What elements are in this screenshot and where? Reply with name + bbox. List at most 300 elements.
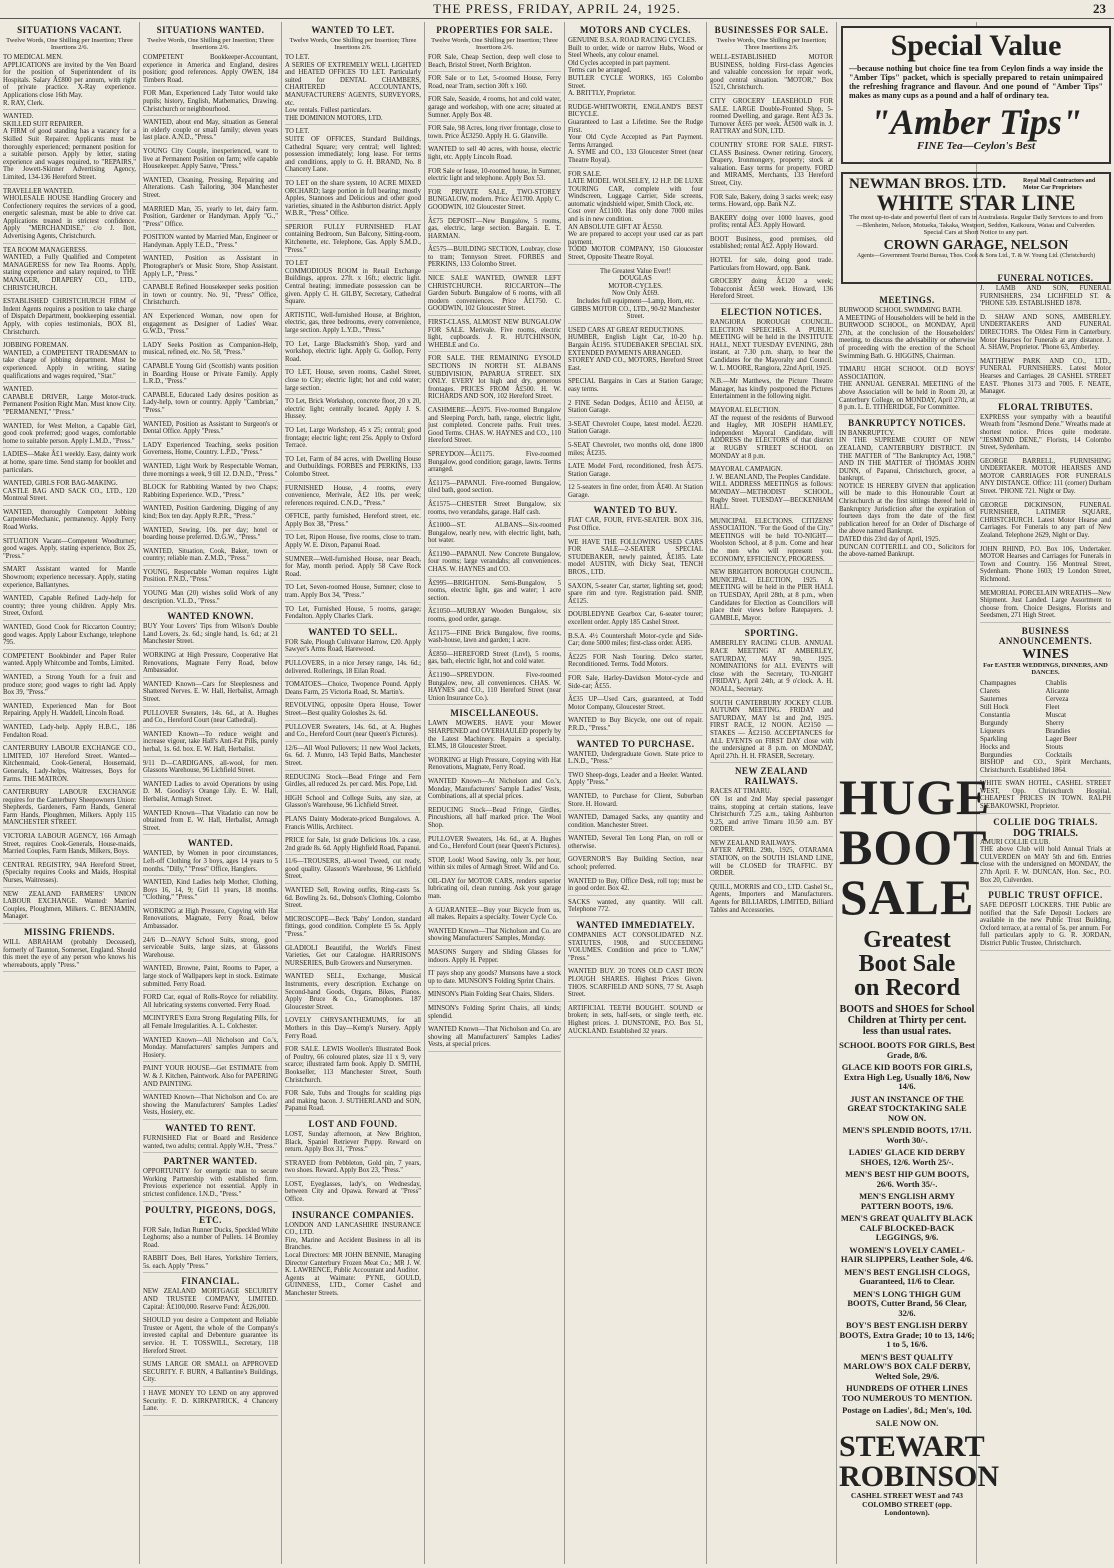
classified-ad: RABBIT Does, Bell Hares, Yorkshire Terriers, 5s. each. Apply "Press." [143,1255,278,1273]
classified-ad: YOUNG Man (20) wishes solid Work of any description. V.L.D., "Press." [143,590,278,608]
classified-ad: FIAT CAR, FOUR, FIVE-SEATER. BOX 316, Post Office. [568,517,703,535]
classified-ad: TO LET, House, seven rooms, Cashel Street, close to City; electric light; hot and cold water; large section. [285,369,421,395]
classified-ad: RACES AT TIMARU. ON 1st and 2nd May special passenger trains, stopping at certain stations, leave Christchurch 7.25 a.m., taking Ashburton 9.25, and arrive Timaru 10.50 a.m. BY ORDER. [710,788,833,837]
service-description: The most up-to-date and powerful fleet of cars in Australasia. Regular Daily Services to and from—Blenheim, Nelson, Motueka, Takaka, Westport, Seddon, Kaikoura, Waiau and Culverden. Special Cars at Short Notice to any part. [849,214,1103,236]
classified-ad: FOR Sale, Plough Cultivator Harrow, £20. Apply Sawyer's Arms Road, Harewood. [285,639,421,657]
section-heading: PUBLIC TRUST OFFICE. [988,890,1103,901]
wine-item: Burgundies [980,750,1013,759]
classified-ad: N.B.—Mr Matthews, the Picture Theatre Manager, has kindly postponed the Pictures Entertainment in the following night. [710,378,833,404]
classified-ad: LAWN MOWERS. HAVE your Mower SHARPENED and OVERHAULED properly by the Latest Machinery. Repairs a specialty. ELMS, 18 Gloucester Street. [428,720,561,753]
classified-ad: NICE SALE WANTED, OWNER LEFT CHRISTCHURCH. RICCARTON—The Garden Suburb. Bungalow of 6 rooms, with all modern conveniences. Price Â£1750. C. GOODWIN, 102 Gloucester Street. [428,275,561,316]
section-heading: PROPERTIES FOR SALE. [436,25,553,35]
classified-ad: RUDGE-WHITWORTH, ENGLAND'S BEST BICYCLE. Guaranteed to Last a Lifetime. See the Rudge First. Your Old Cycle Accepted as Part Payment. Terms Arranged. A. SYME and CO., 133 Gloucester Street (near Theatre Royal). [568,104,703,168]
sale-item-list [839,1041,975,1428]
classified-ad: WANTED, thoroughly Competent Jobbing Carpenter-Mechanic, permanency. Apply Ferry Road Works. [3,509,136,535]
classified-ad: PULLOVERS, in a nice Jersey range, 14s. 6d.; delivered. Rollerings, 18 Eilan Road. [285,660,421,678]
classified-ad: WANTED, Position as Assistant in Photographer's or Music Store, Shop Assistant. Apply L.P., "Press." [143,255,278,281]
section-heading: PARTNER WANTED. [163,1156,258,1167]
classified-ad: WHITE SWAN HOTEL, CASHEL STREET WEST, Opp. Christchurch Hospital. CHEAPEST PRICES IN TOWN. RALPH SIEBAKOWSKI, Proprietor. [980,780,1111,813]
classified-ad: REDUCING Stock—Bead Fringe, Girdles, Pincushions, all half marked price. The Wool Shop. [428,807,561,833]
classified-ad: BAKERY doing over 1000 loaves, good profits; rental Â£3. Apply Howard. [710,215,833,233]
classified-ad: COMPETENT Bookbinder and Paper Ruler wanted. Apply Whitcombe and Tombs, Limited. [3,653,136,671]
classified-ad: TO Let, Large Blacksmith's Shop, yard and workshop, electric light. Apply G. Gollop, Ferry Road. [285,341,421,367]
classified-ad: WANTED, Lady-help. Apply H.B.C., 186 Fendalton Road. [3,724,136,742]
sale-item: MEN'S LONG THIGH GUM BOOTS, Cutter Brand, 56 Clear, 32/6. [847,1288,967,1318]
classified-ad: MCINTYRE'S Extra Strong Regulating Pills, for all Female Irregularities. A. L. Colchester. [143,1015,278,1033]
store-name-2: ROBINSON [839,1460,1000,1493]
classified-ad: WILL ABRAHAM (probably Deceased), formerly of Taunton, Somerset, England. Should this meet the eye of any person who knows his whereabouts, apply "Press." [3,939,136,972]
classified-ad: 2 FINE Sedan Dodges, Â£110 and Â£150, at Station Garage. [568,400,703,418]
classified-ad: WANTED, Position Gardening, Digging of any kind; Box ten day. Apply R.P.R., "Press." [143,505,278,523]
wine-item: Sauternes [980,694,1008,703]
classified-ad: WANTED, for West Melton, a Capable Girl, good cook preferred; good wages, comfortable home to suitable person. Apply L.M.D., "Press." [3,423,136,449]
classified-ad: LADIES—Make Â£1 weekly. Easy, dainty work at home, spare time. Send stamp for booklet and particulars. [3,451,136,477]
classified-ad: WANTED Known—That Nicholson and Co. are showing all Manufacturers' Samples Ladies' Vests, at special prices. [428,1026,561,1052]
classified-ad: WANTED, Light Work by Respectable Woman, three mornings a week, 9 till 12. D.N.D., "Press." [143,463,278,481]
wine-item: Brandies [1045,726,1071,735]
classified-ad: CAPABLE, Educated Lady desires position as Lady-help, town or country. Apply "Cambrian," "Press." [143,392,278,418]
wine-item: Cocktails [1045,750,1072,759]
classified-ad: FOR Sale, Bakery, doing 3 sacks week; easy terms. Howard, opp. Bank N.Z. [710,194,833,212]
classified-ad: FOR SALE. LEWIS Woollen's Illustrated Book of Poultry, 66 coloured plates, size 11 x 9, very scarce; illustrated farm book. Apply D. SMITH, Bookseller, 113 Manchester Street, South Christchurch. [285,1046,421,1087]
classified-ad: Â£1175—FINE Brick Bungalow, five rooms, wash-house, lawn and garden; 1 acre. [428,630,561,648]
classified-ad: FOR Sale, Indian Runner Ducks, Speckled White Leghorns; also a number of Pullets. 14 Bromley Road. [143,1227,278,1253]
classified-ad: TO LET. A SERIES OF EXTREMELY WELL LIGHTED and HEATED OFFICES TO LET. Particularly suited for DENTAL CHAMBERS, CHARTERED ACCOUNTANTS, MANUFACTURERS' AGENTS, SURVEYORS, etc. Low rentals. Fullest particulars. THE DOMINION MOTORS, LTD. [285,54,421,125]
classified-ad: SUMS LARGE OR SMALL on APPROVED SECURITY. F. BURN, 4 Ballantine's Buildings, City. [143,1361,278,1387]
headline-on-record: on Record [854,975,960,1001]
classified-ad: WANTED Known—All Nicholson and Co.'s, Monday. Manufacturers' samples Jumpers and Hosiery. [143,1037,278,1063]
page-number: 23 [1093,1,1106,16]
wines-list-left [980,679,1046,759]
classified-ad: WANTED. SKILLED SUIT REPAIRER. A FIRM of good standing has a vacancy for a Skilled Suit Repairer. Applicants must be thoroughly experienced; permanent position for a suitable person. Apply by letter, stating experience and wages required, to "REPAIRS," The Jowett-Skinner Advertising Agency, Limited, 134-136 Hereford Street. [3,113,136,184]
classified-ad: 12 5-seaters in fine order, from Â£40. At Station Garage. [568,484,703,502]
classified-ad: ARTIFICIAL TEETH BOUGHT. SOUND or broken; in sets, half-sets, or single teeth, etc. Highest prices. J. DUNSTONE, P.O. Box 51, AUCKLAND. Established 32 years. [568,1005,703,1038]
section-heading: WANTED TO LET. [311,25,395,35]
classified-ad: SUMNER—Well-furnished House, near Beach, for May, month period. Apply 58 Cave Rock Road. [285,556,421,582]
classified-ad: REDUCING Stock—Bead Fringe and Fern Girdles, all reduced 2s. per card. Mrs. Pope, Ltd. [285,774,421,792]
company-name: NEWMAN BROS. LTD. [849,176,1006,192]
classified-ad: YOUNG, Respectable Woman requires Light Position. P.N.D., "Press." [143,569,278,587]
section-heading: WANTED. [187,838,234,849]
rates-note: Twelve Words, One Shilling per Insertion; Three Insertions 2/6. [289,37,417,51]
headline-sale: SALE [839,869,975,925]
classified-ad: B.S.A. 4½ Countershaft Motor-cycle and Side-Car; done 5000 miles; first-class order. Â£85. [568,633,703,651]
section-heading: POULTRY, PIGEONS, DOGS, ETC. [145,1204,276,1225]
classified-ad: MUNICIPAL ELECTIONS. CITIZENS' ASSOCIATION. "For the Good of the City." MEETINGS will be held TO-NIGHT—Woolston School, at 8 p.m. Come and hear the men who will represent you. ECONOMY, EFFICIENCY, PROGRESS. [710,518,833,567]
classified-ad: WANTED, Kind Ladies help Mother, Clothing, Boys 16, 14, 9; Girl 11 years, 18 months. "Clothing," "Press." [143,879,278,905]
classified-ad: PULLOVER Sweaters, 14s. 6d., at A. Hughes and Co., Hereford Court (near Cathedral). [143,710,278,728]
classified-ad: EXPRESS your sympathy with a beautiful Wreath from "Jesmond Dene." Wreaths made at shortest notice. Prices quite moderate. "JESMOND DENE," Florists, 14 Colombo Street, Sydenham. [980,414,1111,455]
headline-huge: HUGE [839,769,991,825]
classified-ad: A GUARANTEE—Buy your Bicycle from us, all makes. Repairs a specialty. Tower Cycle Co. [428,907,561,925]
classified-ad: TO LET. SUITE OF OFFICES, Standard Buildings, Cathedral Square; very central; well lighted; possession immediately; long lease. For terms and conditions, apply to G. H. BRAND, No. 8 Chancery Lane. [285,128,421,177]
classified-ad: WANTED to Buy Bicycle, one out of repair. P.R.D., "Press." [568,717,703,735]
classified-ad: WANTED, Experienced Man for Boot Repairing. Apply H. Waddell, Lincoln Road. [3,703,136,721]
masthead: THE PRESS, FRIDAY, APRIL 24, 1925. [433,1,681,16]
section-heading: WANTED TO PURCHASE. [576,738,695,749]
classified-ad: AMBERLEY RACING CLUB. ANNUAL RACE MEETING AT AMBERLEY, SATURDAY, MAY 9th, 1925. NOMINATIONS for ALL EVENTS will close with the Secretary, TO-NIGHT (FRIDAY), April 24th, at 9 o'clock. A. H. NOALL, Secretary. [710,640,833,696]
section-heading: FUNERAL NOTICES. [997,273,1094,283]
section-heading: SITUATIONS WANTED. [156,25,265,35]
garage-name: CROWN GARAGE, NELSON [883,237,1069,253]
section-heading: BANKRUPTCY NOTICES. [848,417,966,428]
classified-ad: SOUTH CANTERBURY JOCKEY CLUB. AUTUMN MEETING. FRIDAY and SATURDAY, MAY 1st and 2nd, 1925. FIRST RACE, 12 NOON. Â£2150 — STAKES — Â£2150. ACCEPTANCES for ALL EVENTS on FIRST DAY close with the undersigned at 8 p.m. on MONDAY, April 27th. H. H. FRASER, Secretary. [710,700,833,764]
section-heading: WANTED TO SELL. [308,626,398,637]
classified-ad: COUNTRY STORE FOR SALE. FIRST-CLASS Business. Owner retiring. Grocery, Drapery, Ironmongery, property; stock at valuation. Easy terms for property. FORD and MIRAMS, Merchants, 133 Hereford Street, City. [710,142,833,191]
classified-ad: WANTED, Good Cook for Riccarton Country; good wages. Apply Labour Exchange, telephone 795. [3,624,136,650]
classified-ad: WANTED SELL, Exchange, Musical Instruments, every description. Exchange on Second-hand Goods, Organs, Bikes, Pianos. Apply Bruce & Co., Gramophones. 187 Gloucester Street. [285,973,421,1014]
classified-ad: CITY GROCERY LEASEHOLD FOR SALE. LARGE Double-Fronted Shop, 5-roomed Dwelling, and garage. Rent Â£3 3s. Turnover Â£65 per week. Â£500 walk in. J. RATTRAY and SON, LTD. [710,98,833,139]
classified-ad: WELL-ESTABLISHED MOTOR BUSINESS, holding First-class Agencies and valuable concession for repair work, good central situation. "MOTOR," Box 1521, Christchurch. [710,54,833,95]
line-name: WHITE STAR LINE [876,190,1076,215]
classified-ad: LOVELY CHRYSANTHEMUMS, for all Mothers in this Day—Kemp's Nursery. Apply Ferry Road. [285,1017,421,1043]
classified-ad: WANTED, Cleaning, Pressing, Repairing and Alterations. Cash Tailoring, 304 Manchester Street. [143,177,278,203]
classified-ad: WANTED, Capable Refined Lady-help for country; three young children. Apply Mrs. Street, Oxford. [3,595,136,621]
classified-ad: WANTED Sell, Rowing outfits, Ring-casts 5s. 6d. Bowling 2s. 6d., Dobson's Clothing, Colombo Street. [285,887,421,913]
classified-ad: TO Let, Large Workshop, 45 x 25; central; good frontage; electric light; rent 25s. Apply to Oxford Terrace. [285,427,421,453]
classified-ad: D. SHAW AND SONS, AMBERLEY. UNDERTAKERS AND FUNERAL DIRECTORS. The Oldest Firm in Canterbury. Motor Hearses for Funerals at any distance. J. A. SHAW, Proprietor. 'Phone 63, Amberley. [980,314,1111,355]
classified-ad: SPREYDON—Â£1175. Five-roomed Bungalow, good condition; garage, lawns. Terms arranged. [428,451,561,477]
section-heading: ELECTION NOTICES. [720,307,823,318]
sale-item: SALE NOW ON. [875,1417,939,1428]
section-heading: INSURANCE COMPANIES. [291,1209,415,1220]
column-motors-and-cycles [565,22,707,1564]
classified-ad: PAINT YOUR HOUSE—Get ESTIMATE from W. & J. Kitchen, Paintwork. Also for PAPERING AND PAINTING. [143,1065,278,1091]
sale-item: MEN'S SPLENDID BOOTS, 17/11. Worth 30/-. [842,1125,972,1145]
wine-item: Clarets [980,686,1000,695]
classified-ad: MICROSCOPE—Beck 'Baby' London, standard fittings, good condition. Complete £5 5s. Apply "Press." [285,916,421,942]
classified-ad: SHOULD you desire a Competent and Reliable Trustee or Agent, the whole of the Company's invested capital and Debenture guarantee its service. H. T. TOSSWILL, Secretary, 118 Hereford Street. [143,1317,278,1358]
agents-line: Agents—Government Tourist Bureau, Thos. Cook & Sons Ltd., T. & W. Young Ltd. (Christchurch) [856,252,1096,259]
classified-ad: Â£225 FOR Nash Touring. Delco starter, Reconditioned. Terms. Todd Motors. [568,654,703,672]
section-heading: WANTED TO RENT. [165,1122,256,1133]
classified-ad: J. LAMB AND SON, FUNERAL FURNISHERS, 234 LICHFIELD ST. & 'PHONE 539. ESTABLISHED 1878. [980,285,1111,311]
classified-ad: PRICE for Sale, 1st grade Delicious 10s. a case, 2nd grade 8s. 6d. Apply Highfield Road, Papanui. [285,837,421,855]
classified-ad: 12/6—All Wool Pullovers; 11 new Wool Jackets, 6s. 6d. J. Munro, 143 Tepid Baths, Manchester Street. [285,745,421,771]
section-heading: MOTORS AND CYCLES. [579,25,692,35]
classified-ad: WANTED, GIRLS FOR BAG-MAKING. CASTLE BAG AND SACK CO., LTD., 120 Montreal Street. [3,480,136,506]
rates-note: Twelve Words, One Shilling per Insertion; Three Insertions 2/6. [716,37,827,51]
classified-ad: GOVERNOR'S Bay Building Section, near school; preferred. [568,856,703,874]
wine-item: Hocks and [980,742,1010,751]
classified-ad: Â£995—BRIGHTON. Semi-Bungalow, 5 rooms, electric light, gas and water; 1 acre section. [428,580,561,606]
classified-ad: WORKING at High Pressure, Cooperative Hat Renovations, Magnate Ferry Road, below Ambassador. [143,652,278,678]
classified-ad: 3-SEAT Chevrolet Coupe, latest model. Â£220. Station Garage. [568,421,703,439]
classified-ad: TO Let, Seven-roomed House, Sumner; close to tram. Apply Box 34, "Press." [285,584,421,602]
classified-ad: AN Experienced Woman, now open for engagement as Designer of Ladies' Wear. G.W.D., "Press." [143,313,278,339]
classified-ad: IN BANKRUPTCY. IN THE SUPREME COURT OF NEW ZEALAND, CANTERBURY DISTRICT. IN THE MATTER of "The Bankruptcy Act, 1908," AND IN THE MATTER of THOMAS JOHN DUNN, of Papanui, Christchurch, grocer, a bankrupt. NOTICE IS HEREBY GIVEN that application will be made to this Honourable Court at Christchurch at the first sittings thereof held in Bankruptcy Jurisdiction after the expiration of fourteen days from the date of the first publication hereof for an Order of Discharge of the above named Bankrupt. DATED this 23rd day of April, 1925. DUNCAN COTTERILL and CO., Solicitors for the above-named Bankrupt. [839,430,975,562]
column-situations-vacant [0,22,140,1564]
sale-item: JUST AN INSTANCE OF THE GREAT STOCKTAKING SALE NOW ON. [847,1093,967,1123]
classified-ad: YOUNG City Couple, inexperienced, want to live at Permanent Position on farm; wife capable Housekeeper. Apply Sauve, "Press." [143,148,278,174]
classified-ad: TRAVELLER WANTED. WHOLESALE HOUSE Handling Grocery and Confectionery requires the services of a good, energetic salesman, must be able to drive car. Applications treated in strictest confidence. Apply "MERCHANDISE," c/o J. Ilott, Advertising Agents, Christchurch. [3,188,136,244]
section-heading: BUSINESSES FOR SALE. [714,25,829,35]
classified-ad: WANTED, Damaged Sacks, any quantity and condition. Manchester Street. [568,814,703,832]
classified-ad: ESTABLISHED CHRISTCHURCH FIRM of Indent Agents requires a position to take charge of Dispatch Department, bookkeeping essential. Apply, with copies testimonials, BOX 81, Christchurch. [3,298,136,339]
classified-ad: CANTERBURY LABOUR EXCHANGE CO., LIMITED, 107 Hereford Street. Wanted—Kitchenmaid, Cook-General, Housemaid, Generals, Lady-helps, Waitresses, Boys for Farms. THE MATRON. [3,745,136,786]
classified-ad: FOR Sale, 98 Acres, long river frontage, close to town. Price Â£3250. Apply H. G. Glanville. [428,125,561,143]
classified-ad: Â£1190—PAPANUI. New Concrete Bungalow, four rooms; large verandahs; all conveniences. CHAS. W. HAYNES and CO. [428,551,561,577]
wines-list [980,679,1111,759]
classified-ad: LATE Model Ford, reconditioned, fresh Â£75. Station Garage. [568,463,703,481]
classified-ad: WANTED Known—That Vitadatio can now be obtained from E. W. Hall, Herbalist, Armagh Street. [143,810,278,836]
ad-body: —because nothing but choice fine tea from Ceylon finds a way inside the "Amber Tips" packet, which is specially prepared to retain unimpaired the refreshing fragrance and flavour. And one pound of "Amber Tips" makes as many cups as a pound and a half of ordinary tea. [849,64,1103,100]
classified-ad: WANTED, by Women in poor circumstances, Left-off Clothing for 3 boys, ages 14 years to 5 months. "Dilly," "Press" Office, Hanglers. [143,850,278,876]
rates-note: Twelve Words, One Shilling per Insertion; Three Insertions 2/6. [431,37,558,51]
classified-ad: CANTERBURY LABOUR EXCHANGE requires for the Canterbury Sheepowners Union: Shepherds, Gardeners, Farm Hands, General Farm Hands, Ploughmen, Milkers. Apply 115 MANCHESTER STREET. [3,789,136,830]
classified-ad: WANTED Ladies to avoid Operations by using D. M. Goodisy's Orange Lily. E. W. Hall, Herbalist, Armagh Street. [143,781,278,807]
classified-ad: FORD Car, equal of Rolls-Royce for reliability. All lubricating systems converted. Ferry Road. [143,994,278,1012]
headline-boot: BOOT [839,819,988,875]
classified-ad: NEW ZEALAND MORTGAGE SECURITY AND TRUSTEE COMPANY, LIMITED. Capital: Â£100,000. Reserve Fund: Â£26,000. [143,1288,278,1314]
classified-ad: OPPORTUNITY for energetic man to secure Working Partnership with established firm. Previous experience not essential. Apply in strictest confidence. I.N.D., "Press." [143,1168,278,1201]
classified-ad: 5-SEAT Chevrolet, two months old, done 1800 miles; Â£235. [568,442,703,460]
wine-item: Sparkling [980,734,1008,743]
classified-ad: MINSON's Plain Folding Seat Chairs, Sliders. [428,991,561,1002]
section-heading: LOST AND FOUND. [308,1118,398,1129]
classified-ad: FURNISHED Flat or Board and Residence wanted, two adults; central. Apply W.H., "Press." [143,1135,278,1153]
classified-ad: WANTED Known—That Nicholson and Co. are showing Manufacturers' Samples, Monday. [428,928,561,946]
classified-ad: CAPABLE Refined Housekeeper seeks position in town or country. No. 91, "Press" Office, Christchurch. [143,284,278,310]
classified-ad: WANTED, Sewing, 10s. per day; hotel or boarding house preferred. D.G.W., "Press." [143,527,278,545]
wine-item: Muscat [1045,710,1067,719]
classified-ad: Â£1000—ST. ALBANS—Six-roomed Bungalow, nearly new, with electric light, bath, hot water. [428,522,561,548]
classified-ad: Â£35 UP—Used Cars, guaranteed, at Todd Motor Company, Gloucester Street. [568,696,703,714]
wine-item: Stouts [1045,742,1064,751]
classified-ad: Â£75 DEPOSIT—New Bungalow, 5 rooms, gas, electric, large section. Bargain. E. T. HARMAN. [428,218,561,244]
classified-ad: Â£1175—PAPANUI. Five-roomed Bungalow, tiled bath, good section. [428,480,561,498]
classified-ad: RANGIORA BOROUGH COUNCIL. ELECTION SPEECHES. A PUBLIC MEETING will be held in the INSTITUTE HALL, NEXT TUESDAY EVENING, 28th instant, at 7.30 p.m. sharp, to hear the Candidates for the Mayoralty and Council. W. L. MOORE, Rangiora, 22nd April, 1925. [710,319,833,375]
sale-item: HUNDREDS OF OTHER LINES TOO NUMEROUS TO MENTION. [841,1383,973,1403]
classified-ad: GEORGE DICKINSON, FUNERAL FURNISHER, LATIMER SQUARE, CHRISTCHURCH. Latest Motor Hearse and Carriages. For Funerals to any part of New Zealand. Telephone 2629, Night or Day. [980,502,1111,543]
classified-ad: JOBBING FOREMAN. WANTED, a COMPETENT TRADESMAN to take charge of jobbing department. Must be experienced. Apply in writing, stating qualifications and wages required, "Star." [3,342,136,383]
wines-list-right [1046,679,1112,759]
classified-ad: REVOLVING, opposite Opera House, Tower Street—Best quality Goloshes 2s. 6d. [285,702,421,720]
sale-item: LADIES' GLACE KID DERBY SHOES, 12/6. Worth 25/-. [848,1147,966,1167]
brand-tagline: FINE Tea—Ceylon's Best [916,140,1036,152]
classified-ad: HIGH School and College Suits, any size, at Glasson's Warehouse, 96 Lichfield Street. [285,795,421,813]
column-properties-for-sale [425,22,565,1564]
white-star-line-ad [841,172,1111,284]
classified-ad: TO LET COMMODIOUS ROOM in Retail Exchange Buildings, approx. 27ft. x 16ft.; electric light. Central heating; immediate possession can be given. Apply C. H. GILBY, Secretary, Cathedral Square. [285,260,421,309]
classified-ad: TO LET on the share system, 10 ACRE MIXED ORCHARD; large portion in full bearing; mostly Apples, Stannoes and Delicious and other good varieties, situated in the Ashburton district. Apply W.B.R., "Press" Office. [285,180,421,221]
classified-ad: WORKING at High Pressure, Copying with Hat Renovations, Magnate, Ferry Road, below Ambassador. [143,908,278,934]
column-wanted-to-let [282,22,425,1564]
classified-ad: WANTED, a Strong Youth for a fruit and produce store; good wages to right lad. Apply Box 39, "Press." [3,674,136,700]
sale-item: MEN'S BEST HIP GUM BOOTS, 26/6. Worth 35/-. [845,1169,969,1189]
classified-ad: NEW ZEALAND RAILWAYS. AFTER APRIL 29th, 1925, OTARAMA STATION, on the SOUTH ISLAND LINE, will be CLOSED for TRAFFIC. BY ORDER. [710,840,833,881]
classified-ad: BLOCK for Rabbiting Wanted by two Chaps; Rabbiting Experience. W.D., "Press." [143,484,278,502]
classified-ad: WANTED, Undergraduate Gown. State price to L.N.D., "Press." [568,751,703,769]
classified-ad: MAYORAL ELECTION. AT the request of the residents of Burwood and Hagley, MR JOSEPH HAMLEY, independent Mayoral Candidate, will ADDRESS the ELECTORS of that district at RUGBY STREET SCHOOL on MONDAY at 8 p.m. [710,407,833,463]
classified-ad: TO Let, Brick Workshop, concrete floor, 20 x 20, electric light; centrally located. Apply J. S. Hussey. [285,398,421,424]
wine-item: Cerveza [1045,694,1069,703]
sale-item: BOY'S BEST ENGLISH DERBY BOOTS, Extra Grade; 10 to 13, 14/6; 1 to 5, 16/6. [839,1320,975,1349]
section-heading: BUSINESS ANNOUNCEMENTS. [998,625,1093,646]
classified-ad: PLANS Dainty Moderate-priced Bungalows. A. Francis Willis, Architect. [285,816,421,834]
classified-ad: MEMORIAL PORCELAIN WREATHS—New Shipment. Just Landed. Large Assortment to choose from. Choice Designs, Florists and Seedsmen, 271 High Street. [980,590,1111,623]
classified-ad: WANTED, to Purchase for Client, Suburban Store. H. Howard. [568,793,703,811]
section-heading: WANTED IMMEDIATELY. [576,920,695,931]
section-heading: WANTED KNOWN. [167,611,254,622]
classified-ad: ARTISTIC, Well-furnished House, at Brighton, electric, gas, three bedrooms, every convenience, large section. Apply L.Y.D., "Press." [285,312,421,338]
classified-ad: WANTED to Buy, Office Desk, roll top; must be in good order. Box 42. [568,878,703,896]
section-heading: MISSING FRIENDS. [23,927,116,937]
amber-tips-ad [841,26,1111,164]
classified-ad: WANTED. CAPABLE DRIVER, Large Motor-truck. Permanent Position Right Man. Must know City. "PERMANENT," "Press." [3,386,136,419]
classified-ad: SITUATION Vacant—Competent Woodturner; good wages. Apply, stating experience, Box 25, "Press." [3,538,136,564]
classified-ad: LOST, Eyeglasses, lady's, on Wednesday, between City and Opawa. Reward at "Press" Office. [285,1181,421,1207]
wine-item: Burgundy [980,718,1008,727]
wines-heading: WINES [1022,646,1069,662]
classified-ad: NEW ZEALAND FARMERS' UNION LABOUR EXCHANGE. Wanted: Married Couples, Ploughmen, Milkers. C. BENJAMIN, Manager. [3,891,136,924]
classified-ad: 9/11 D—CARDIGANS, all-wool, for men. Glassons Warehouse, 96 Lichfield Street. [143,760,278,778]
headline-boot-sale: Boot Sale [858,951,956,977]
classified-ad: WE HAVE THE FOLLOWING USED CARS FOR SALE—2-SEATER SPECIAL STUDEBAKER, newly painted, Â£185. Late model AUSTIN, with Dicky Seat, TENCH BROS., LTD. [568,539,703,580]
classified-ad: TWO Sheep-dogs, Leader and a Heeler. Wanted. Apply "Press." [568,772,703,790]
sale-item: GLACE KID BOOTS FOR GIRLS, Extra High Leg, Usually 18/6, Now 14/6. [841,1062,973,1091]
classified-ad: FOR Sale, Seaside, 4 rooms, hot and cold water, garage and workshop, with one acre; situated at Sumner. Apply Box 48. [428,96,561,122]
classified-ad: COMPETENT Bookkeeper-Accountant, experience in America and England, desires position; good references. Apply OWEN, 184 Timbers Road. [143,54,278,87]
wine-item: Liqueurs [980,726,1005,735]
column-situations-wanted [140,22,282,1564]
classified-ad: GENUINE B.S.A. ROAD RACING CYCLES. Built to order, wide or narrow Hubs, Wood or Steel Wheels, any colour enamel. Old Cycles accepted in part payment. Terms can be arranged. BUTLER CYCLE WORKS, 165 Colombo Street. A. BRITTLY, Proprietor. [568,37,703,101]
classified-ad: QUILL, MORRIS and CO., LTD. Cashel St., Agents, Importers and Manufacturers. Agents for BILLIARDS, LIMITED, Billiard Tables and Accessories. [710,884,833,917]
section-heading: FLORAL TRIBUTES. [998,401,1093,412]
classified-ad: WANTED Known—Cars for Sleeplesness and Shattered Nerves. E. W. Hall, Herbalist, Armagh Street. [143,681,278,707]
classified-ad: TIMARU HIGH SCHOOL OLD BOYS' ASSOCIATION. THE ANNUAL GENERAL MEETING of the above Association will be held in Room 20, at Canterbury College, on MONDAY, April 27th, at 8 p.m. L. E. TITHERIDGE, For Committee. [839,366,975,415]
classified-ad: MINSON's Folding Sprint Chairs, all kinds; splendid. [428,1005,561,1023]
classified-ad: BUY Your Lovers' Tips from Wilson's Double Land Lovers, 2s. 6d.; single hand, 1s. 6d.; at 21 Manchester Street. [143,623,278,649]
section-heading: COLLIE DOG TRIALS. [993,816,1098,827]
section-heading: MISCELLANEOUS. [450,708,539,719]
classified-ad: PULLOVER Sweaters, 14s. 6d., at A. Hughes and Co., Hereford Court (near Queen's Pictures). [428,836,561,854]
column-businesses-for-sale [707,22,837,1564]
section-heading: FINANCIAL. [181,1276,240,1287]
wine-item: Still Hock [980,702,1009,711]
sale-subtitle: BOOTS and SHOES for School Children at Thirty per cent. less than usual rates. [839,1004,975,1037]
classified-ad: HOTEL for sale, doing good trade. Particulars from Howard, opp. Bank. [710,257,833,275]
classified-ad: SMART Assistant wanted for Mantle Showroom; experience necessary. Apply, stating experience, Ballantynes. [3,566,136,592]
classified-ad: Â£850—HEREFORD Street (Lnvl), 5 rooms, gas, bath, electric light, hot and cold water. [428,651,561,669]
sale-item: MEN'S ENGLISH ARMY PATTERN BOOTS, 19/6. [859,1191,955,1211]
classified-ad: USED CARS AT GREAT REDUCTIONS. HUMBER, English Light Car, 10-20 h.p. Bargain Â£195. STUDEBAKER SPECIAL SIX. EXTENDED PAYMENTS ARRANGED. STOREY AND CO., MOTORS, Hereford Street East. [568,327,703,376]
classified-ad: MASONS Surgery and Sliding Glasses for indoors. Apply H. Pepper. [428,949,561,967]
classified-ad: WANTED, Position as Assistant to Surgeon's or Dental Office. Apply "Press." [143,421,278,439]
classified-ad: FOR SALE. THE REMAINING EYSOLD SECTIONS IN NORTH ST. ALBANS SUBDIVISION, PAPARUA STREET. SIX ONLY. EVERY lot high and dry, generous frontages. PRICES FROM Â£500. H. W. RICHARDS AND SON, 102 Hereford Street. [428,355,561,404]
classified-ad: AMURI COLLIE CLUB. THE above Club will hold Annual Trials at CULVERDEN on MAY 5th and 6th. Entries close with the undersigned on MONDAY, the 27th April. F. W. DUNCAN, Hon. Sec., P.O. Box 20, Culverden. [980,839,1111,888]
sale-item: SCHOOL BOOTS FOR GIRLS, Best Grade, 8/6. [839,1040,975,1060]
classified-ad: FOR Man, Experienced Lady Tutor would take pupils; history, English, Mathematics, Drawing. Christchurch or neighbourhood. [143,90,278,116]
boot-sale-ad [839,769,1000,1560]
classified-ad: WANTED Known—To reduce weight and increase vigour, take Hall's Anti-Fat Pills, purely herbal, 1s. 6d. box. E. W. Hall, Herbalist. [143,731,278,757]
classified-ad: OIL-DAY for MOTOR CARS, renders superior lubricating oil, clean running. Ask your garage man. [428,878,561,904]
meetings-section [839,292,975,565]
classified-ad: 24/6 D—NAVY School Suits, strong, good serviceable Suits, large sizes, at Glassons Warehouse. [143,937,278,963]
section-heading: WANTED TO BUY. [593,505,678,516]
classified-ad: WANTED Known—At Nicholson and Co.'s, Monday, Manufacturers' Sample Ladies' Vests, Combinations, all at special prices. [428,778,561,804]
wine-item: Constantia [980,710,1010,719]
classified-ad: CENTRAL REGISTRY, 94A Hereford Street, (Specialty requires Cooks and Maids, Hospital Nurses, Waitresses). [3,862,136,888]
wines-subheading: For EASTER WEDDINGS, DINNERS, AND DANCES. [983,661,1108,676]
classified-ad: FOR Sale, Cheap Section, deep well close to Beach, Bristol Street, North Brighton. [428,54,561,72]
classified-ad: TO Let, Ripon House, five rooms, close to tram. Apply W. E. Dixon, Papanui Road. [285,534,421,552]
wine-item: Fleet [1045,702,1060,711]
sale-item: MEN'S GREAT QUALITY BLACK CALF BLOCKED-BACK LEGGINGS, 9/6. [840,1213,974,1242]
classified-ad: WANTED Known—That Nicholson and Co. are showing the Manufacturers' Samples Ladies' Vests, Hosiery, etc. [143,1094,278,1120]
wine-item: Lager Beer [1045,734,1077,743]
classified-ad: SAXON, 5-seater Car, starter, lighting set, good; spare rim and tyre. Registration paid. SNIP, Â£125. [568,583,703,609]
rates-note: Twelve Words, One Shilling per Insertion; Three Insertions 2/6. [6,37,133,51]
classified-ad: TO Let, Farm of 84 acres, with Dwelling House and Outbuildings. FORBES and PERKINS, 133 Colombo Street. [285,456,421,482]
classified-ad: DOUBLEDYNE Gearbox Car, 6-seater tourer; excellent order. Apply 185 Cashel Street. [568,611,703,629]
store-address: CASHEL STREET WEST and 743 COLOMBO STREET (opp. Londontown). [850,1491,964,1517]
column-funeral-notices [977,270,1114,1564]
classified-ad: FOR SALE. LATE MODEL WOLSELEY, 12 H.P. DE LUXE TOURING CAR, complete with four Windscreen, Luggage Carrier, Side screens, automatic windshield wiper, Smith Clock, etc. Cost over Â£1100. Has only done 7000 miles and is in new condition. AN ABSOLUTE GIFT AT Â£550. We are prepared to accept your used car as part payment. TODD MOTOR COMPANY, 150 Gloucester Street, Opposite Theatre Royal. [568,171,703,265]
wine-item: Sherry [1045,718,1065,727]
classified-ad: LOST, Sunday afternoon, at New Brighton, Black, Spaniel Retriever Puppy. Reward on return. Apply Box 31, "Press." [285,1131,421,1157]
classified-ad: FOR PRIVATE SALE, TWO-STOREY BUNGALOW, modern. Price Â£1700. Apply C. GOODWIN, 102 Gloucester Street. [428,189,561,215]
classified-ad: SPERIOR FULLY FURNISHED FLAT containing Bedroom, Sun Balcony, Sitting-room, Kitchenette, etc. Telephone, Gas. Apply S.M.D., "Press." [285,224,421,257]
classified-ad: MATTHEW PARK AND CO., LTD., FUNERAL FURNISHERS. Latest Motor Hearses and Carriages. 28 CASHEL STREET EAST. 'Phones 3173 and 7005. F. NEATE, Manager. [980,358,1111,399]
store-name-1: STEWART [839,1430,985,1463]
classified-ad: TO MEDICAL MEN. APPLICATIONS are invited by the Ven Board for the position of Superintendent of its Hospitals. Salary Â£800 per annum, with right of private practice. X-Ray experience. Applications close 16th May. R. RAY, Clerk. [3,54,136,110]
section-heading: MEETINGS. [879,295,935,305]
classified-ad: FURNISHED House, 4 rooms, every convenience, Merivale, Â£2 10s. per week; references required. C.N.D., "Press." [285,485,421,511]
classified-ad: GLADIOLI Beautiful, the World's Finest Varieties, Get our Catalogue. HARRISON'S NURSERIES, Bulb Growers and Nurserymen. [285,945,421,971]
classified-ad: BOOT Business, good premises, old established; rental Â£2. Apply Howard. [710,236,833,254]
classified-ad: BURWOOD SCHOOL SWIMMING BATH. A MEETING of Householders will be held in the BURWOOD SCHOOL, on MONDAY, April 27th, at the conclusion of the Householders' meeting, to discuss the advisability or otherwise of proceeding with the erection of the School Swimming Bath. G. HIGGINS, Chairman. [839,307,975,363]
rates-note: Twelve Words, One Shilling per Insertion; Three Insertions 2/6. [147,37,274,51]
classified-ad: COMPANIES ACT CONSOLIDATED N.Z. STATUTES, 1908, and SUCCEEDING VOLUMES. Condition and price to "LAW," "Press." [568,932,703,965]
classified-ad: OFFICE, partly furnished, Hereford street, etc. Apply Box 38, "Press." [285,513,421,531]
ad-headline: Special Value [890,29,1062,62]
classified-ad: WANTED to sell 40 acres, with house, electric light, etc. Apply Lincoln Road. [428,146,561,164]
classified-ad: STRAYED from Pebbleton, Gold pin, 7 years, two shoes. Reward. Apply Box 23, "Press." [285,1160,421,1178]
classified-ad: Â£1190—SPREYDON. Five-roomed Bungalow, new, all conveniences. CHAS. W. HAYNES and CO., 110 Hereford Street (near Union Insurance Co.). [428,672,561,705]
classified-ad: WANTED, Situation, Cook, Baker, town or country; reliable man. Z.M.D., "Press." [143,548,278,566]
classified-ad: BISHOP and CO., Spirit Merchants, Christchurch. Established 1864. [980,759,1111,777]
sale-item: MEN'S BEST ENGLISH CLOGS, Guaranteed, 11/6 to Clear. [844,1266,970,1286]
classified-ad: WANTED, about end May, situation as General in elderly couple or small family; eleven years last place. A.N.D., "Press." [143,119,278,145]
classified-ad: SACKS wanted, any quantity. Will call. Telephone 772. [568,899,703,917]
section-heading: SPORTING. [744,628,799,639]
classified-ad: LADY Experienced Teaching, seeks position Governess, Home, Country. L.P.D., "Press." [143,442,278,460]
section-heading: NEW ZEALAND RAILWAYS. [734,766,809,787]
classified-ad: FOR Sale or lease, 10-roomed house, in Sumner, electric light and telephone. Apply Box 53. [428,168,561,186]
classified-ad: CASHMERE—Â£975. Five-roomed Bungalow and Sleeping Porch, bath, range, electric light, just completed. Concrete paths. Fruit trees. Good Terms. CHAS. W. HAYNES and CO., 110 Hereford Street. [428,407,561,448]
classified-ad: MAYORAL CAMPAIGN. J. W. BEANLAND, The Peoples Candidate. WILL ADDRESS MEETINGS as follows: MONDAY—METHODIST SCHOOL, Rugby Street. TUESDAY—BECKENHAM HALL. [710,466,833,515]
classified-ad: TO Let, Furnished House, 5 rooms, garage; Fendalton. Apply Charles Clark. [285,606,421,624]
classified-ad: I HAVE MONEY TO LEND on any approved Security. F. D. KIRKPATRICK, 4 Chancery Lane. [143,1390,278,1416]
classified-ad: WORKING at High Pressure, Copying with Hat Renovations, Magnate, Ferry Road. [428,757,561,775]
classified-ad: GEORGE BARRELL, FURNISHING UNDERTAKER. MOTOR HEARSES AND MOTOR CARRIAGES FOR FUNERALS ANY DISTANCE. Office: 111 (corner) Durham Street. 'PHONE 721. Night or Day. [980,458,1111,499]
classified-ad: TOMATOES—Choice, Twopence Pound. Apply Deans Farm, 25 Victoria Road, St. Martin's. [285,681,421,699]
page-header [0,0,1114,19]
classified-ad: POSITION wanted by Married Man, Engineer or Handyman. Apply T.E.D., "Press." [143,234,278,252]
classified-ad: MARRIED Man, 35, yearly to let, dairy farm. Position, Gardener or Handyman. Apply "G.," "Press" Office. [143,206,278,232]
dog-trials-heading: DOG TRIALS. [1013,827,1078,839]
brand-name: "Amber Tips" [870,102,1082,142]
classified-ad: NEW BRIGHTON BOROUGH COUNCIL. MUNICIPAL ELECTION, 1925. A MEETING will be held in the PIER HALL on TUESDAY, April 28th, at 8 p.m., when Candidates for Election as Councillors will place their views before Ratepayers. J. GAMBLE, Mayor. [710,569,833,625]
sale-item: Postage on Ladies', 8d.; Men's, 10d. [842,1405,972,1415]
classified-ad: IT pays shop any goods? Munsons have a stock up to date. MUNSON'S Folding Sprint Chairs. [428,970,561,988]
classified-ad: FOR Sale, Tubs and Troughs for scalding pigs and making bacon. J. SUTHERLAND and SON, Papanui Road. [285,1090,421,1116]
classified-ad: FIRST-CLASS, ALMOST NEW BUNGALOW FOR SALE. Merivale. Five rooms, electric light, cupboards. J. R. HUTCHINSON, WHEBLE and Co. [428,319,561,352]
classified-ad: SPECIAL Bargains in Cars at Station Garage; easy terms. [568,378,703,396]
classified-ad: TEA ROOM MANAGERESS. WANTED, a Fully Qualified and Competent MANAGERESS for new Tea Rooms. Apply, stating experience and salary required, to THE MANAGER, DRAPERY CO., LTD., CHRISTCHURCH. [3,247,136,296]
classified-ad: 11/6—TROUSERS, all-wool Tweed, cut ready, good quality. Glasson's Warehouse, 96 Lichfield Street. [285,858,421,884]
